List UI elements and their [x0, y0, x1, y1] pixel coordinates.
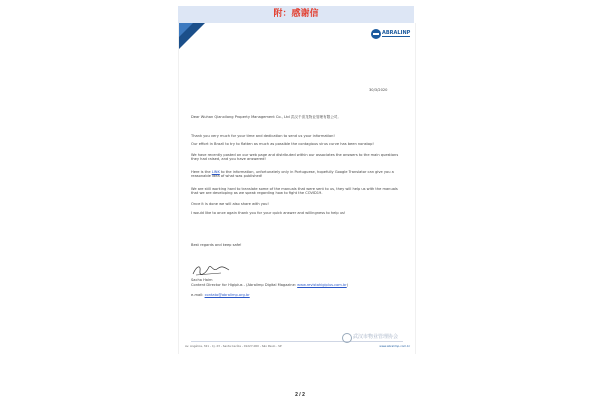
abralimp-logo	[369, 28, 411, 42]
paragraph-6: I would like to once again thank you for your quick answer and willingness to help us!	[191, 211, 346, 215]
email-label: e-mail:	[191, 293, 205, 297]
signer-title-before: Content Director for Higiplus - (Abralimp Digital Magazine:	[191, 283, 298, 287]
paragraph-4: We are still working hard to translate some of the manuals that were sent to us, they will help us with the manuals that we are developing as we speak regarding how to fight the COVID19.	[191, 187, 398, 196]
link-para-after: to the information, unfortunately only in Portuguese, hopefully Google Translator can give you a reasonable idea of what was published!	[191, 170, 394, 179]
logo-underline	[382, 36, 410, 37]
logo-wordmark: ABRALINP	[382, 30, 411, 36]
letter-date: 30/3/2020	[369, 88, 388, 92]
information-link[interactable]: LINK	[211, 170, 220, 174]
title-banner	[178, 6, 414, 23]
paragraph-5: Once it is done we will also share with you!	[191, 202, 269, 206]
paragraph-3: We have recently posted on our web page and distributed within our associates the answers to the main questions they had raised, and you have answered!	[191, 153, 399, 162]
watermark	[342, 332, 412, 344]
signer-title-after: )	[346, 283, 349, 287]
magazine-link[interactable]: www.revistahigiplus.com.br	[297, 283, 347, 287]
logo-emblem-icon	[371, 29, 381, 39]
banner-title: 附：感谢信	[273, 9, 319, 19]
paragraph-link	[191, 170, 406, 179]
signer-name: Sacha Haim	[191, 278, 213, 282]
closing: Best regards and keep safe!	[191, 243, 242, 247]
footer-website[interactable]: www.abralimp.com.br	[379, 344, 410, 348]
link-para-before: Here is the	[191, 170, 212, 174]
corner-decoration	[179, 23, 205, 49]
page-number: 2 / 2	[295, 392, 305, 398]
watermark-text: 武汉市物业管理协会	[353, 334, 399, 340]
paragraph-1: Thank you very much for your time and dedication to send us your information!	[191, 134, 335, 138]
signer-title	[191, 283, 406, 287]
wechat-icon	[342, 333, 352, 343]
email-line	[191, 293, 406, 297]
salutation: Dear Wuhan Qianxilong Property Management Co., Ltd 武汉千喜龙物业管理有限公司,	[191, 115, 339, 119]
footer-address: Av. Angélica, 321 - Cj. 23 - Santa Cecília - 01227-000 - São Paulo - SP	[185, 344, 282, 348]
paragraph-2: Our effort in Brazil to try to flatten as much as possible the contagious virus curve has been nonstop!	[191, 142, 374, 146]
email-link[interactable]: contato@abralimp.org.br	[204, 293, 250, 297]
handwritten-signature	[191, 263, 231, 277]
letter-page	[178, 23, 416, 354]
